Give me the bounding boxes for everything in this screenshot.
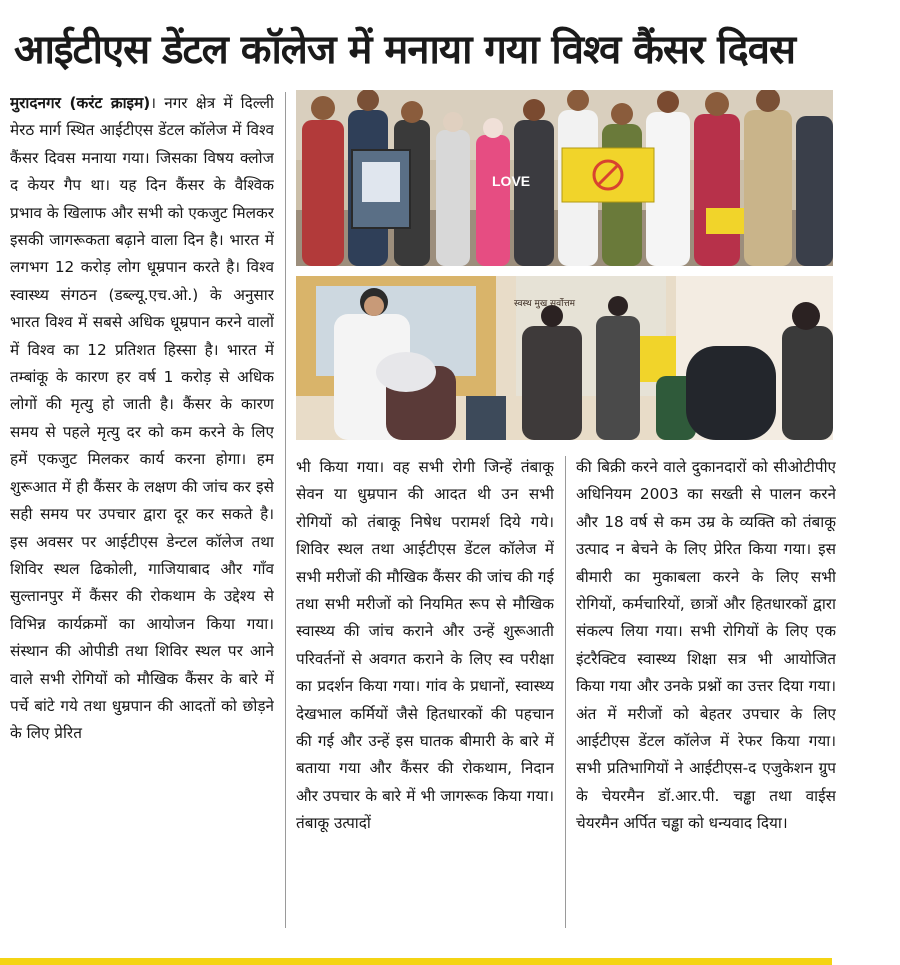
dateline: मुरादनगर (करंट क्राइम) (10, 94, 151, 112)
group-photo-icon (296, 90, 833, 266)
article-column-2: भी किया गया। वह सभी रोगी जिन्हें तंबाकू सेवन या धुम्रपान की आदत थी उन सभी रोगियों को तंबाकू निषेध परामर्श दिये गये। शिविर स्थल तथा आईटीएस डेंटल कॉलेज में सभी मरीजों की मौखिक कैंसर की जांच की गई तथा सभी मरीजों को नियमित रूप से मौखिक स्वास्थ्य की जांच कराने और उन्हें शुरूआती परिवर्तनों से अवगत कराने के लिए स्व परीक्षा का प्रदर्शन किया गया। गांव के प्रधानों, स्वास्थ्य देखभाल कर्मियों जैसे हितधारकों की पहचान की गई और उन्हें इस घातक बीमारी के बारे में बताया गया और कैंसर की रोकथाम, निदान और उपचार के बारे में भी जागरूक किया गया। तंबाकू उत्पादों (296, 458, 554, 833)
accent-bar (0, 958, 832, 965)
headline: आईटीएस डेंटल कॉलेज में मनाया गया विश्व कैंसर दिवस (14, 27, 796, 73)
article-text-col1: । नगर क्षेत्र में दिल्ली मेरठ मार्ग स्थित आईटीएस डेंटल कॉलेज में विश्व कैंसर दिवस मनाया गया। जिसका विषय क्लोज द केयर गैप था। यह दिन कैंसर के वैश्विक प्रभाव के खिलाफ और सभी को एकजुट मिलकर इसकी जागरूकता बढ़ाने वाला दिन है। भारत में लगभग 12 करोड़ लोग धूम्रपान करते है। विश्व स्वास्थ्य संगठन (डब्ल्यू.एच.ओ.) के अनुसार भारत विश्व में सबसे अधिक धूम्रपान करने वालों में विश्व का 12 प्रतिशत हिस्सा है। भारत में तम्बांकू के कारण हर वर्ष 1 करोड़ से अधिक लोगों की मृत्यु हो जाती है। कैंसर के कारण समय से पहले मृत्यु दर को कम करने के लिए हमें एकजुट मिलकर कार्य करना होगा। हम शुरूआत में ही कैंसर के लक्षण की जांच कर इसे सही समय पर उपचार द्वारा दूर कर सकते है। इस अवसर पर आईटीएस डेन्टल कॉलेज तथा शिविर स्थल ढिकोली, गाजियाबाद और गाँव सुल्तानपुर में कैंसर की रोकथाम के उद्देश्य से विभिन्न कार्यक्रमों का आयोजन किया गया। संस्थान की ओपीडी तथा शिविर स्थल पर आने वाले सभी रोगियों को मौखिक कैंसर के बारे में पर्चे बांटे गये तथा धुम्रपान की आदतों को छोड़ने के लिए प्रेरित (10, 94, 274, 743)
poster-text: स्वस्थ मुख सर्वोत्तम (514, 299, 576, 309)
poster-text: LOVE (492, 173, 531, 189)
article-column-3: की बिक्री करने वाले दुकानदारों को सीओटीपीए अधिनियम 2003 का सख्ती से पालन करने और 18 वर्ष से कम उम्र के व्यक्ति को तंबाकू उत्पाद न बेचने के लिए प्रेरित किया गया। इस बीमारी का मुकाबला करने के लिए सभी रोगियों, कर्मचारियों, छात्रों और हितधारकों द्वारा संकल्प लिया गया। सभी रोगियों के लिए एक इंटरैक्टिव स्वास्थ्य शिक्षा सत्र भी आयोजित किया गया और उनके प्रश्नों का उत्तर दिया गया। अंत में मरीजों को बेहतर उपचार के लिए आईटीएस डेंटल कॉलेज में रेफर किया गया। सभी प्रतिभागियों ने आईटीएस-द एजुकेशन ग्रुप के चेयरमैन डॉ.आर.पी. चड्ढा तथा वाईस चेयरमैन अर्पित चड्ढा को धन्यवाद दिया। (576, 458, 836, 833)
column-divider (565, 456, 566, 928)
article-column-1 (10, 90, 274, 928)
event-photo-session (296, 276, 833, 440)
column-divider (285, 92, 286, 928)
classroom-photo-icon (296, 276, 833, 440)
event-photo-group (296, 90, 833, 266)
